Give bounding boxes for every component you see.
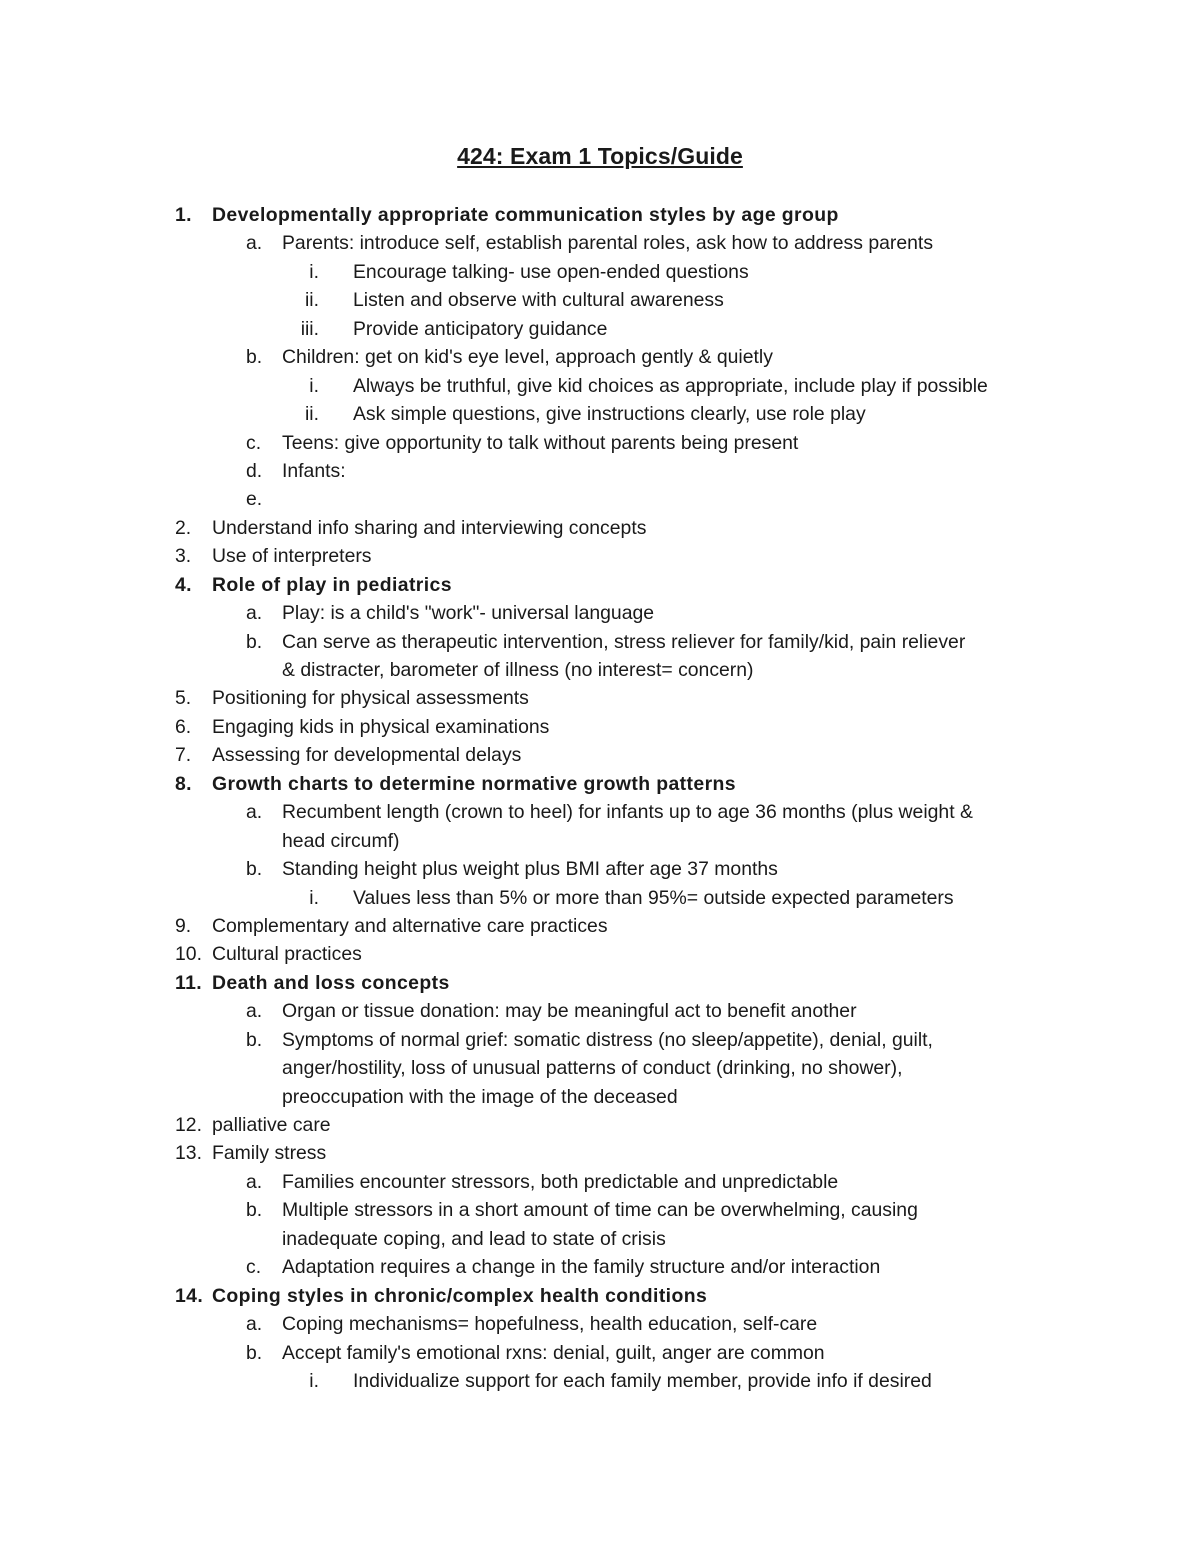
item-marker: b. [246, 1199, 263, 1222]
item-text: Death and loss concepts [212, 971, 450, 994]
item-text: preoccupation with the image of the deceased [282, 1085, 678, 1108]
outline-item-level-3 [0, 286, 1200, 314]
item-marker: 5. [175, 687, 192, 710]
item-marker: a. [246, 232, 263, 255]
item-text: Developmentally appropriate communication styles by age group [212, 204, 839, 226]
outline-item-level-3 [0, 400, 1200, 428]
item-text: Understand info sharing and interviewing concepts [212, 516, 647, 539]
outline-item-level-1 [0, 201, 1200, 229]
item-marker: b. [246, 346, 263, 369]
item-marker: iii. [300, 317, 319, 340]
outline-item-level-3 [0, 1367, 1200, 1395]
item-text: Standing height plus weight plus BMI after age 37 months [282, 858, 778, 881]
outline-item-level-2 [0, 997, 1200, 1025]
item-text: Organ or tissue donation: may be meaningful act to benefit another [282, 1000, 857, 1023]
item-marker: b. [246, 858, 263, 881]
item-text: Complementary and alternative care practices [212, 914, 608, 937]
item-text: & distracter, barometer of illness (no interest= concern) [282, 659, 754, 681]
outline-item-level-2 [0, 656, 1200, 684]
item-text: Children: get on kid's eye level, approach gently & quietly [282, 346, 773, 369]
item-marker: e. [246, 488, 263, 511]
topic-outline [0, 201, 1200, 1395]
item-marker: 14. [175, 1284, 204, 1307]
outline-item-level-1 [0, 684, 1200, 712]
item-text: Use of interpreters [212, 545, 372, 568]
item-marker: i. [309, 374, 319, 397]
item-marker: 11. [175, 971, 203, 994]
outline-item-level-1 [0, 969, 1200, 997]
item-text: Family stress [212, 1142, 327, 1165]
outline-item-level-2 [0, 1026, 1200, 1054]
outline-item-level-2 [0, 855, 1200, 883]
outline-item-level-2 [0, 798, 1200, 826]
outline-item-level-1 [0, 741, 1200, 769]
item-text: anger/hostility, loss of unusual patterns of conduct (drinking, no shower), [282, 1057, 903, 1080]
item-marker: 9. [175, 914, 192, 937]
outline-item-level-2 [0, 599, 1200, 627]
outline-item-level-1 [0, 940, 1200, 968]
item-text: Adaptation requires a change in the family structure and/or interaction [282, 1256, 881, 1279]
item-text: inadequate coping, and lead to state of crisis [282, 1227, 666, 1250]
item-text: palliative care [212, 1114, 331, 1136]
item-text: Positioning for physical assessments [212, 687, 529, 710]
outline-item-level-2 [0, 1196, 1200, 1224]
item-marker: 3. [175, 545, 192, 568]
item-marker: 1. [175, 204, 192, 226]
outline-item-level-2 [0, 1168, 1200, 1196]
item-text: Infants: [282, 459, 346, 482]
item-marker: 6. [175, 715, 192, 738]
item-text: Multiple stressors in a short amount of time can be overwhelming, causing [282, 1199, 918, 1222]
outline-item-level-3 [0, 884, 1200, 912]
item-text: Symptoms of normal grief: somatic distress (no sleep/appetite), denial, guilt, [282, 1028, 933, 1051]
item-marker: b. [246, 630, 263, 653]
item-text: Listen and observe with cultural awareness [353, 289, 724, 312]
item-text: Parents: introduce self, establish parental roles, ask how to address parents [282, 232, 934, 255]
outline-item-level-2 [0, 628, 1200, 656]
item-marker: a. [246, 1000, 263, 1023]
item-text: Teens: give opportunity to talk without parents being present [282, 431, 799, 454]
item-marker: c. [246, 431, 262, 454]
item-marker: 4. [175, 573, 192, 596]
item-marker: b. [246, 1028, 263, 1051]
outline-item-level-2 [0, 1339, 1200, 1367]
outline-item-level-2 [0, 457, 1200, 485]
outline-item-level-2 [0, 343, 1200, 371]
item-text: Families encounter stressors, both predictable and unpredictable [282, 1170, 839, 1193]
item-text: Always be truthful, give kid choices as appropriate, include play if possible [353, 374, 988, 397]
outline-item-level-2 [0, 1225, 1200, 1253]
item-marker: 2. [175, 516, 192, 539]
item-marker: a. [246, 1313, 263, 1336]
item-marker: b. [246, 1341, 263, 1364]
outline-item-level-2 [0, 229, 1200, 257]
item-text: Role of play in pediatrics [212, 573, 452, 596]
outline-item-level-2 [0, 1083, 1200, 1111]
outline-item-level-2 [0, 1253, 1200, 1281]
outline-item-level-2 [0, 485, 1200, 513]
item-marker: 8. [175, 772, 192, 795]
outline-item-level-1 [0, 571, 1200, 599]
item-marker: 10. [175, 943, 202, 966]
item-text: Provide anticipatory guidance [353, 317, 608, 340]
item-text: Can serve as therapeutic intervention, stress reliever for family/kid, pain reliever [282, 630, 966, 653]
outline-item-level-3 [0, 372, 1200, 400]
item-marker: d. [246, 459, 263, 482]
item-text: Play: is a child's "work"- universal language [282, 602, 655, 625]
item-marker: i. [309, 886, 319, 909]
outline-item-level-1 [0, 1111, 1200, 1139]
item-text: Accept family's emotional rxns: denial, guilt, anger are common [282, 1341, 825, 1364]
item-marker: 13. [175, 1142, 202, 1165]
item-text: Encourage talking- use open-ended questions [353, 260, 749, 283]
outline-item-level-2 [0, 429, 1200, 457]
item-marker: c. [246, 1256, 262, 1279]
item-marker: ii. [304, 403, 319, 426]
item-marker: i. [309, 260, 319, 283]
item-marker: ii. [304, 289, 319, 312]
outline-item-level-2 [0, 827, 1200, 855]
item-text: head circumf) [282, 829, 400, 852]
item-marker: 7. [175, 744, 192, 767]
item-text: Recumbent length (crown to heel) for infants up to age 36 months (plus weight & [282, 801, 973, 824]
item-text: Ask simple questions, give instructions clearly, use role play [353, 403, 866, 426]
item-text: Coping styles in chronic/complex health conditions [212, 1284, 708, 1307]
outline-item-level-1 [0, 1139, 1200, 1167]
outline-item-level-2 [0, 1054, 1200, 1082]
item-text: Values less than 5% or more than 95%= outside expected parameters [353, 886, 954, 909]
outline-item-level-1 [0, 1282, 1200, 1310]
outline-item-level-1 [0, 542, 1200, 570]
outline-item-level-1 [0, 713, 1200, 741]
outline-item-level-2 [0, 1310, 1200, 1338]
item-marker: 12. [175, 1114, 202, 1136]
item-text: Assessing for developmental delays [212, 744, 522, 767]
document-title: 424: Exam 1 Topics/Guide [457, 143, 743, 169]
item-marker: a. [246, 602, 263, 625]
item-text: Individualize support for each family member, provide info if desired [353, 1369, 932, 1392]
item-marker: a. [246, 801, 263, 824]
item-text: Cultural practices [212, 943, 362, 966]
item-text: Coping mechanisms= hopefulness, health education, self-care [282, 1313, 818, 1336]
item-marker: i. [309, 1369, 319, 1392]
outline-item-level-1 [0, 912, 1200, 940]
item-text: Growth charts to determine normative growth patterns [212, 772, 736, 795]
outline-item-level-1 [0, 770, 1200, 798]
outline-item-level-3 [0, 315, 1200, 343]
outline-item-level-3 [0, 258, 1200, 286]
item-text: Engaging kids in physical examinations [212, 715, 550, 738]
item-marker: a. [246, 1170, 263, 1193]
outline-item-level-1 [0, 514, 1200, 542]
